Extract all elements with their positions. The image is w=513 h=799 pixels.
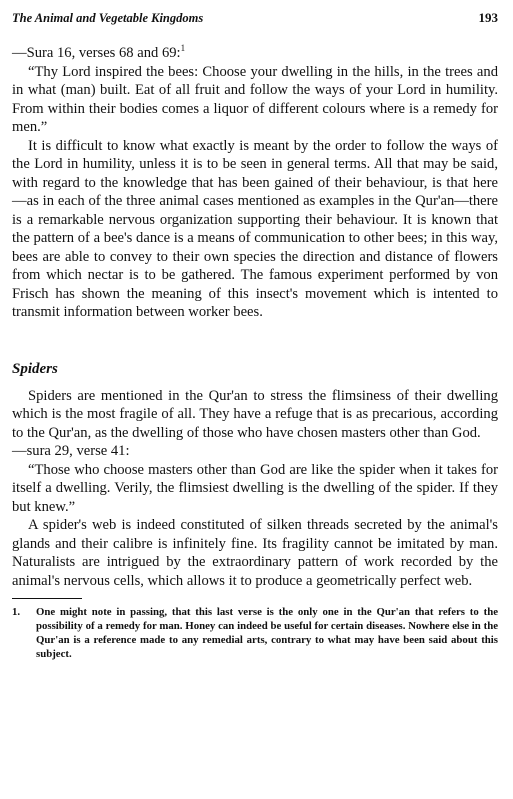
footnote-text: One might note in passing, that this last verse is the only one in the Qur'an that refers to the possibility of a remedy for man. Honey can indeed be useful for certain diseases. Nowhere else in the Qur'an is a reference made to any remedial arts, contrary to what may have been said about this subject.: [36, 606, 498, 660]
spiders-paragraph-2: A spider's web is indeed constituted of silken threads secreted by the animal's glands and their calibre is infinitely fine. Its fragility cannot be imitated by man. Naturalists are intrigued by the extraordinary pattern of work recorded by the animal's nervous cells, which allows it to produce a geometrically perfect web.: [12, 517, 498, 589]
bees-paragraph: It is difficult to know what exactly is meant by the order to follow the ways of the Lord in humility, unless it is to be seen in general terms. All that may be said, with regard to the knowledge that has been gained of their behaviour, is that here—as in each of the three animal cases mentioned as examples in the Qur'an—there is a remarkable nervous organization supporting their behaviour. It is known that the pattern of a bee's dance is a means of communication to other bees; in this way, bees are able to convey to their own species the direction and distance of flowers from which nectar is to be gathered. The famous experiment performed by von Frisch has shown the meaning of this insect's movement which is intented to transmit information between worker bees.: [12, 137, 498, 320]
sura-16-reference: [12, 44, 498, 63]
sura-16-quote: “Thy Lord inspired the bees: Choose your dwelling in the hills, in the trees and in what (man) built. Eat of all fruit and follow the ways of your Lord in humility. From within their bodies comes a liquor of different colours where is a remedy for men.”: [12, 63, 498, 135]
footnote-divider: [12, 598, 82, 599]
footnote-marker: 1.: [12, 606, 21, 618]
sura-29-quote: “Those who choose masters other than God are like the spider when it takes for itself a dwelling. Verily, the flimsiest dwelling is the dwelling of the spider. If they but knew.”: [12, 461, 498, 515]
book-page: [12, 10, 498, 661]
footnote: [12, 605, 498, 661]
sura-29-reference: —sura 29, verse 41:: [12, 443, 130, 459]
footnote-reference-mark: 1: [180, 43, 186, 54]
running-head: The Animal and Vegetable Kingdoms: [12, 11, 204, 25]
section-heading-spiders: Spiders: [12, 360, 58, 377]
sura-16-reference-text: —Sura 16, verses 68 and 69:: [12, 45, 181, 61]
page-header: [12, 10, 498, 32]
section-spacer: [12, 322, 498, 360]
spiders-paragraph-1: Spiders are mentioned in the Qur'an to stress the flimsiness of their dwelling which is the most fragile of all. They have a refuge that is as precarious, according to the Qur'an, as the dwelling of those who have chosen masters other than God.: [12, 387, 498, 441]
page-number: 193: [478, 10, 498, 25]
